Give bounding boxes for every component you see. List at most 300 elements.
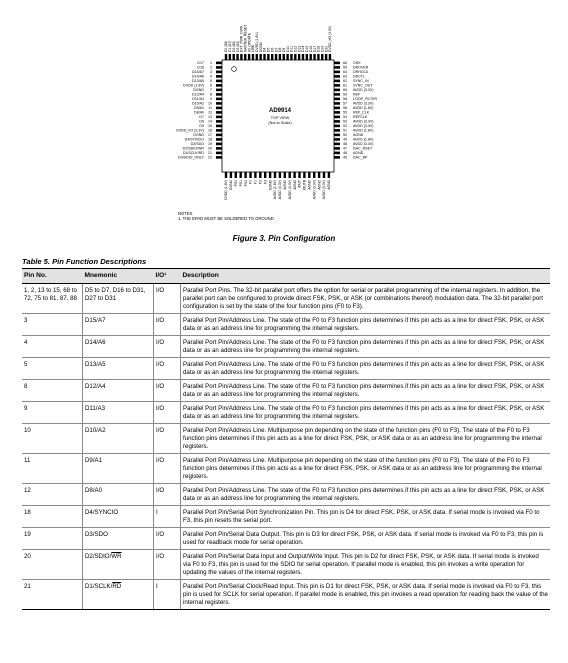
- pin-label-bottom: AVDD (3.3V): [278, 180, 283, 200]
- pin-stub: [298, 54, 300, 60]
- mnemonic-cell: D4/SYNCIO: [83, 506, 154, 528]
- pin-number-right: 66: [343, 61, 347, 66]
- pin-stub: [236, 54, 238, 60]
- pin-stub: [216, 120, 222, 123]
- pin-label-right: SYNC_IN: [353, 79, 369, 84]
- figure-caption: Figure 3. Pin Configuration: [232, 234, 336, 243]
- description-cell: Parallel Port Pins. The 32-bit parallel port offers the option for serial or parallel programming of the internal registers. In addition, the parallel port can be configured to provide direct FSK, PSK, or ASK (or combinations thereof) modulation data. The 32-bit parallel port configuration is set by the state of the four function pins (F0 to F3).: [181, 284, 551, 314]
- pin-stub: [334, 66, 340, 69]
- pin-label-left: D17: [197, 61, 204, 66]
- notes-label: NOTES: [178, 211, 193, 216]
- pin-label-bottom: DVDD (1.8V): [224, 180, 229, 200]
- pin-label-bottom: PS0: [234, 180, 238, 187]
- pin-number-right: 54: [343, 115, 347, 120]
- pin-stub: [290, 54, 292, 60]
- pin-stub: [240, 172, 242, 178]
- pin-label-top: D3 (85): [235, 40, 240, 52]
- pin-label-bottom: F2: [258, 180, 263, 184]
- pin-number-right: 62: [343, 79, 347, 84]
- pin-stub: [216, 156, 222, 159]
- mnemonic-cell: [83, 550, 154, 580]
- pin-label-left: D4/SYNCIO: [184, 137, 204, 142]
- io-cell: I/O: [154, 528, 181, 550]
- table-row: [22, 528, 550, 550]
- pin-label-right: REFCLK: [353, 115, 368, 120]
- pin-stub: [334, 125, 340, 128]
- table-row: [22, 314, 550, 336]
- pin-label-left: D3/SDO: [190, 142, 204, 147]
- mnemonic-cell: D15/A7: [83, 314, 154, 336]
- pin-number-left: 12: [208, 110, 212, 115]
- pin-stub: [308, 172, 310, 178]
- io-cell: I/O: [154, 454, 181, 484]
- pin-number-left: 17: [208, 133, 212, 138]
- pin-stub: [334, 134, 340, 137]
- pin-stub: [254, 172, 256, 178]
- pin-label-top: D8: [278, 47, 283, 52]
- pin-label-right: AVDD (1.8V): [353, 128, 374, 133]
- pin-stub: [334, 107, 340, 110]
- chip-view-label: TOP VIEW: [270, 116, 290, 120]
- pin-stub: [328, 172, 330, 178]
- pin-number-right: 55: [343, 110, 347, 115]
- pin-label-top: D16: [308, 45, 313, 52]
- pin-stub: [313, 54, 315, 60]
- pin-stub: [216, 102, 222, 105]
- table-row: [22, 402, 550, 424]
- mnemonic-prefix: D2/SDIO/: [85, 553, 112, 560]
- table-row: [22, 358, 550, 380]
- pin-stub: [334, 138, 340, 141]
- pin-stub: [216, 71, 222, 74]
- pin-label-top: D11: [289, 46, 294, 52]
- io-cell: I/O: [154, 484, 181, 506]
- pin-number-right: 48: [343, 142, 347, 147]
- pin-number-right: 50: [343, 133, 347, 138]
- pin-label-bottom: AGND: [307, 180, 312, 190]
- pin-stub: [303, 172, 305, 178]
- pin-number-left: 18: [208, 137, 212, 142]
- pin-stub: [317, 54, 319, 60]
- mnemonic-prefix: D1/SCLK/: [85, 583, 113, 590]
- pin-label-top: D13: [297, 45, 302, 52]
- pin-stub: [225, 54, 227, 60]
- pin-number-left: 1: [210, 61, 212, 66]
- pin-stub: [269, 172, 271, 178]
- pin-stub: [310, 54, 312, 60]
- pin-stub: [216, 116, 222, 119]
- pin-label-left: D2/SDIO/WR: [182, 146, 204, 151]
- pin-number-cell: 21: [22, 580, 83, 610]
- pin-label-top: D5: [266, 47, 271, 52]
- pin-label-right: AVDD (1.8V): [353, 137, 374, 142]
- pin-stub: [334, 71, 340, 74]
- pin-number-right: 59: [343, 92, 347, 97]
- pin-stub: [302, 54, 304, 60]
- pin-stub: [216, 80, 222, 83]
- pin-stub: [313, 172, 315, 178]
- pin-label-left: DGND: [193, 88, 204, 93]
- pin-number-cell: 8: [22, 380, 83, 402]
- pin-label-left: D13/A5: [192, 79, 204, 84]
- pin-label-top: D7: [274, 47, 279, 52]
- description-cell: Parallel Port Pin/Serial Clock/Read Input. This pin is D1 for direct FSK, PSK, or ASK data. If serial mode is invoked via F0 to F3, this pin is used for SCLK for serial operation. If parallel mode is enabled, this pin invokes a read operation for reading back the value of the internal registers.: [181, 580, 551, 610]
- pin-number-left: 2: [210, 65, 212, 70]
- pin-stub: [334, 111, 340, 114]
- pin-label-left: DGND: [193, 133, 204, 138]
- pin-label-right: DAC_BP: [353, 155, 368, 160]
- pin-number-left: 6: [210, 83, 212, 88]
- pin-stub: [294, 54, 296, 60]
- table-row: [22, 336, 550, 358]
- io-cell: I/O: [154, 424, 181, 454]
- pin-label-left: D10/A2: [192, 101, 204, 106]
- pin-number-left: 20: [208, 146, 212, 151]
- pin-label-right: AVDD (1.8V): [353, 106, 374, 111]
- note-1: 1. THE EPAD MUST BE SOLDERED TO GROUND.: [178, 216, 275, 221]
- pin-label-left: D12/A4: [192, 92, 204, 97]
- pin-number-cell: 19: [22, 528, 83, 550]
- io-cell: I/O: [154, 336, 181, 358]
- pin-stub: [225, 172, 227, 178]
- pin-stub: [240, 54, 242, 60]
- mnemonic-cell: D12/A4: [83, 380, 154, 402]
- pin-number-right: 58: [343, 97, 347, 102]
- pin-stub: [274, 172, 276, 178]
- pin-label-left: D16: [197, 65, 204, 70]
- pin-number-right: 47: [343, 146, 347, 151]
- pin-stub: [334, 152, 340, 155]
- pin-number-cell: 1, 2, 13 to 15, 68 to 72, 75 to 81, 87, 88: [22, 284, 83, 314]
- pin-number-left: 4: [210, 74, 212, 79]
- pin-stub: [216, 62, 222, 65]
- pin-stub: [298, 172, 300, 178]
- pin-stub: [244, 172, 246, 178]
- pin-stub: [216, 107, 222, 110]
- pin-stub: [216, 147, 222, 150]
- pin-number-left: 16: [208, 128, 212, 133]
- pin-label-bottom: AGND: [292, 180, 297, 190]
- pin-stub: [318, 172, 320, 178]
- table-row: [22, 284, 550, 314]
- pin-stub: [323, 172, 325, 178]
- pin-stub: [334, 102, 340, 105]
- pin-stub: [293, 172, 295, 178]
- pin-label-left: D14/A6: [192, 74, 204, 79]
- table-row: [22, 550, 550, 580]
- mnemonic-cell: D5 to D7, D16 to D31, D27 to D31: [83, 284, 154, 314]
- pin-label-bottom: AGND: [283, 180, 287, 190]
- pin-label-bottom: PS1: [238, 180, 243, 187]
- io-cell: I/O: [154, 402, 181, 424]
- pin-number-left: 14: [208, 119, 212, 124]
- pin-label-right: AVDD (3.3V): [353, 142, 374, 147]
- pin-label-left: D1/SCLK/RD: [182, 151, 204, 156]
- pin-stub: [279, 54, 281, 60]
- pin-label-right: REF_CLK: [353, 110, 370, 115]
- pin-label-top: D14: [301, 45, 306, 52]
- pin-stub: [283, 54, 285, 60]
- pin-stub: [216, 84, 222, 87]
- pin-number-right: 53: [343, 119, 347, 124]
- pin-stub: [263, 54, 265, 60]
- pin-stub: [334, 98, 340, 101]
- pin-stub: [334, 84, 340, 87]
- table-row: [22, 424, 550, 454]
- chip-scale-label: (Not to Scale): [268, 121, 292, 125]
- pin-label-top: D6: [270, 47, 275, 52]
- pin-stub: [275, 54, 277, 60]
- pin-stub: [334, 156, 340, 159]
- table-caption: Table 5. Pin Function Descriptions: [22, 257, 147, 266]
- pin-label-bottom: IOUTB: [302, 180, 307, 191]
- pin-stub: [229, 54, 231, 60]
- chip-name: AD9914: [268, 108, 292, 114]
- io-cell: I: [154, 580, 181, 610]
- pin-stub: [216, 66, 222, 69]
- pin-label-left: D0/SDIO_ONLY: [178, 155, 204, 160]
- pin-stub: [235, 172, 237, 178]
- io-cell: I: [154, 506, 181, 528]
- io-cell: I/O: [154, 314, 181, 336]
- pin-label-bottom: DGND: [229, 180, 234, 190]
- pin-label-right: AVDD (3.3V): [353, 101, 374, 106]
- pin-label-top: D17: [312, 45, 317, 52]
- mnemonic-cell: D14/A6: [83, 336, 154, 358]
- pin-label-right: OSK: [353, 61, 361, 66]
- pin-label-top: OSK: [251, 44, 256, 52]
- pin-stub: [334, 89, 340, 92]
- pin-stub: [321, 54, 323, 60]
- pin-number-cell: 3: [22, 314, 83, 336]
- pin-stub: [334, 93, 340, 96]
- pin-stub: [279, 172, 281, 178]
- pin-label-right: DRCTL: [353, 74, 365, 79]
- pin-stub: [216, 111, 222, 114]
- pin-stub: [334, 143, 340, 146]
- pin-number-left: 11: [208, 106, 212, 111]
- pin-stub: [216, 138, 222, 141]
- pin-stub: [216, 93, 222, 96]
- pin-label-right: AVDD (3.3V): [353, 88, 374, 93]
- pin-label-left: D9/A1: [194, 106, 204, 111]
- description-cell: Parallel Port Pin/Address Line. The state of the F0 to F3 function pins determines if this pin acts as a line for direct FSK, PSK, or ASK data or as an address line for programming the internal registers.: [181, 402, 551, 424]
- pin-label-left: D5: [199, 124, 204, 129]
- mnemonic-cell: D9/A1: [83, 454, 154, 484]
- pin-stub: [216, 152, 222, 155]
- description-cell: Parallel Port Pin/Address Line. Multipurpose pin depending on the state of the function pins (F0 to F3). The state of the F0 to F3 function pins determines if this pin acts as a line for direct FSK, PSK, or ASK data or as an address line for programming the internal registers.: [181, 424, 551, 454]
- pin-stub: [325, 54, 327, 60]
- mnemonic-cell: D8/A0: [83, 484, 154, 506]
- table-row: [22, 484, 550, 506]
- pin-number-cell: 9: [22, 402, 83, 424]
- pin-stub: [216, 98, 222, 101]
- pin-label-bottom: DGND: [268, 180, 273, 190]
- io-cell: I/O: [154, 380, 181, 402]
- pin-number-left: 7: [210, 88, 212, 93]
- pin-label-bottom: F0: [248, 180, 253, 184]
- pin-label-top: D18: [316, 45, 321, 52]
- pin-label-right: AGND: [353, 151, 364, 156]
- mnemonic-cell: D11/A3: [83, 402, 154, 424]
- pin-label-top: D2 (86): [231, 40, 236, 52]
- pin-number-right: 57: [343, 101, 347, 106]
- pin-label-right: DRHOLD: [353, 70, 369, 75]
- pin-stub: [216, 75, 222, 78]
- pin-stub: [256, 54, 258, 60]
- pin-number-right: 52: [343, 124, 347, 129]
- description-cell: Parallel Port Pin/Address Line. The state of the F0 to F3 function pins determines if this pin acts as a line for direct FSK, PSK, or ASK data or as an address line for programming the internal registers.: [181, 314, 551, 336]
- pin-number-cell: 20: [22, 550, 83, 580]
- pin-number-cell: 18: [22, 506, 83, 528]
- pin-number-right: 61: [343, 83, 347, 88]
- pin-stub: [267, 54, 269, 60]
- pin-label-bottom: AVDD (3.3V): [322, 180, 327, 200]
- pin-label-top: D1 (87): [228, 40, 233, 52]
- io-cell: I/O: [154, 550, 181, 580]
- pin-number-left: 9: [210, 97, 212, 102]
- pin-label-right: AVDD (3.3V): [353, 124, 374, 129]
- description-cell: Parallel Port Pin/Address Line. The state of the F0 to F3 function pins determines if this pin acts as a line for direct FSK, PSK, or ASK data or as an address line for programming the internal registers.: [181, 380, 551, 402]
- pin-stub: [252, 54, 254, 60]
- table-row: [22, 580, 550, 610]
- pin-number-right: 51: [343, 128, 347, 133]
- pin-label-top: D15: [305, 45, 310, 52]
- pin-function-table: [22, 268, 550, 610]
- pin-number-right: 56: [343, 106, 347, 111]
- pin-number-left: 22: [208, 155, 212, 160]
- mnemonic-cell: D13/A5: [83, 358, 154, 380]
- pin-number-cell: 12: [22, 484, 83, 506]
- pin-stub: [334, 75, 340, 78]
- pin-number-cell: 4: [22, 336, 83, 358]
- pin-label-top: IO_UPDATE: [247, 33, 252, 52]
- pin-label-right: DROVER: [353, 65, 369, 70]
- pin-stub: [271, 54, 273, 60]
- pin-stub: [248, 54, 250, 60]
- pin-stub: [334, 62, 340, 65]
- pin-label-right: REF: [353, 92, 361, 97]
- description-cell: Parallel Port Pin/Address Line. The state of the F0 to F3 function pins determines if this pin acts as a line for direct FSK, PSK, or ASK data or as an address line for programming the internal registers.: [181, 336, 551, 358]
- pin-label-top: D0 (88): [224, 40, 229, 52]
- pin-number-left: 19: [208, 142, 212, 147]
- pin-stub: [216, 143, 222, 146]
- pin-number-left: 3: [210, 70, 212, 75]
- pin-label-bottom: AVDD (3.3V): [287, 180, 292, 200]
- mnemonic-cell: D10/A2: [83, 424, 154, 454]
- header-pin-no: Pin No.: [22, 269, 83, 284]
- pin-stub: [230, 172, 232, 178]
- pin-number-cell: 11: [22, 454, 83, 484]
- description-cell: Parallel Port Pin/Address Line. The state of the F0 to F3 function pins determines if this pin acts as a line for direct FSK, PSK, or ASK data or as an address line for programming the internal registers.: [181, 358, 551, 380]
- pin-number-cell: 10: [22, 424, 83, 454]
- pin-label-right: DAC_RSET: [353, 146, 373, 151]
- pin-label-left: D15/A7: [192, 70, 204, 75]
- pin-label-bottom: F3: [263, 180, 268, 184]
- pin-stub: [216, 89, 222, 92]
- description-cell: Parallel Port Pin/Address Line. The state of the F0 to F3 function pins determines if this pin acts as a line for direct FSK, PSK, or ASK data or as an address line for programming the internal registers.: [181, 484, 551, 506]
- pin-stub: [284, 172, 286, 178]
- pin-label-left: D6: [199, 119, 204, 124]
- pin-number-left: 8: [210, 92, 212, 97]
- pin-number-left: 15: [208, 124, 212, 129]
- pin-label-bottom: AGND: [327, 180, 332, 190]
- pin-number-right: 45: [343, 155, 347, 160]
- pin-number-right: 49: [343, 137, 347, 142]
- pin-number-right: 60: [343, 88, 347, 93]
- pin-label-left: DVDD (1.8V): [183, 83, 204, 88]
- pin-label-top: D20: [324, 45, 329, 52]
- description-cell: Parallel Port Pin/Serial Data Input and Output/Write Input. This pin is D2 for direct FSK, PSK, or ASK data. If serial mode is invoked via F0 to F3, this pin is used for the SDIO for serial operation. If parallel mode is enabled, this pin invokes a write operation for updating the values of the internal registers.: [181, 550, 551, 580]
- pin-label-right: SYNC_OUT: [353, 83, 373, 88]
- mnemonic-active-low: $\overline{RD}$: [112, 583, 122, 590]
- pin-label-top: DVDD (1.8V): [255, 32, 259, 52]
- pin-stub: [233, 54, 235, 60]
- pin-label-right: LOOP_FILTER: [353, 97, 378, 102]
- io-cell: I/O: [154, 358, 181, 380]
- pin-label-right: AGND: [353, 133, 364, 138]
- pin-stub: [244, 54, 246, 60]
- pin-stub: [334, 116, 340, 119]
- pin-label-bottom: PS2: [243, 180, 248, 187]
- pin-stub: [334, 147, 340, 150]
- pin-label-left: D11/A3: [192, 97, 204, 102]
- pin-number-left: 10: [208, 101, 212, 106]
- pin-stub: [259, 54, 261, 60]
- header-description: Description: [181, 269, 551, 284]
- pin-label-bottom: F1: [253, 180, 258, 184]
- pin-label-left: DVDD_I/O (3.3V): [176, 128, 204, 133]
- table-row: [22, 380, 550, 402]
- pin-label-bottom: AGND: [317, 180, 322, 190]
- table-row: [22, 506, 550, 528]
- pin-number-left: 5: [210, 79, 212, 84]
- pin-stub: [334, 129, 340, 132]
- pin-label-top: EXT_PWR_DWN: [239, 25, 244, 52]
- pin-number-right: 63: [343, 74, 347, 79]
- header-io: I/O¹: [154, 269, 181, 284]
- pin-stub: [216, 125, 222, 128]
- pin-label-top: D4: [262, 47, 267, 52]
- description-cell: Parallel Port Pin/Address Line. Multipurpose pin depending on the state of the function pins (F0 to F3). The state of the F0 to F3 function pins determines if this pin acts as a line for direct FSK, PSK, or ASK data or as an address line for programming the internal registers.: [181, 454, 551, 484]
- pin-stub: [329, 54, 331, 60]
- pin-number-cell: 5: [22, 358, 83, 380]
- pin-number-left: 13: [208, 115, 212, 120]
- table-row: [22, 454, 550, 484]
- pin-label-top: DGND: [258, 42, 263, 52]
- pin-stub: [289, 172, 291, 178]
- description-cell: Parallel Port Pin/Serial Data Output. This pin is D3 for direct FSK, PSK, or ASK data. If serial mode is invoked via F0 to F3, this pin is used for readback mode for serial operation.: [181, 528, 551, 550]
- pin-stub: [216, 134, 222, 137]
- pin-label-top: D12: [293, 45, 298, 52]
- mnemonic-cell: [83, 580, 154, 610]
- pin-label-right: AVDD (3.3V): [353, 119, 374, 124]
- pin-label-bottom: AVDD (1.8V): [273, 180, 278, 200]
- io-cell: I/O: [154, 284, 181, 314]
- pin-label-top: MASTER_RESET: [243, 24, 248, 52]
- pin-stub: [306, 54, 308, 60]
- pin-stub: [334, 80, 340, 83]
- pin-stub: [264, 172, 266, 178]
- pin-configuration-figure: [0, 0, 568, 250]
- pin-label-bottom: IOUT: [297, 180, 302, 189]
- pin-number-right: 46: [343, 151, 347, 156]
- pin-label-top: D9: [281, 47, 286, 52]
- pin-label-top: DVDD_I/O (3.3V): [328, 25, 333, 52]
- pin-label-left: D7: [199, 115, 204, 120]
- pin-label-top: D19: [320, 45, 325, 52]
- pin-label-bottom: AVDD (3.3V): [312, 180, 317, 200]
